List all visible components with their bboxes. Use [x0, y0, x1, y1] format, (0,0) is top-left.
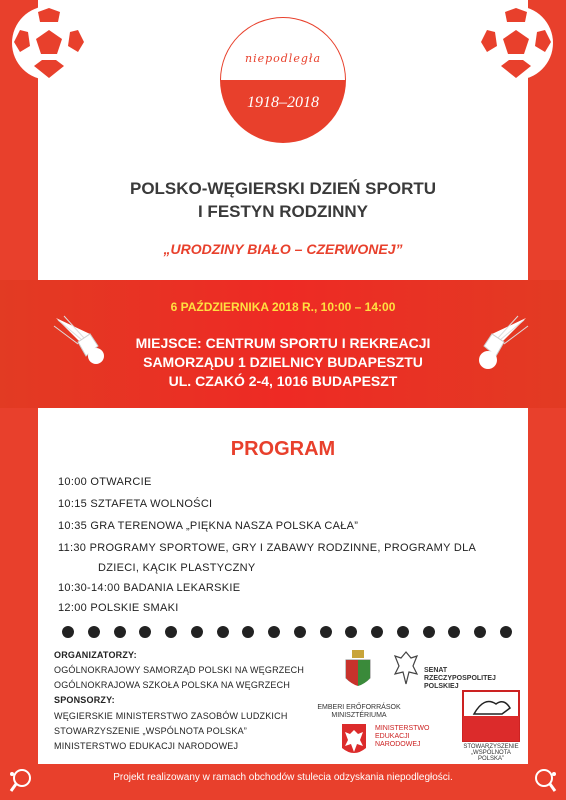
men-logo-text: MINISTERSTWO EDUKACJI NARODOWEJ: [375, 725, 430, 748]
logo-years: 1918–2018: [247, 94, 319, 111]
organizer-item: OGÓLNOKRAJOWA SZKOŁA POLSKA NA WĘGRZECH: [54, 680, 291, 690]
event-subtitle: „URODZINY BIAŁO – CZERWONEJ”: [163, 241, 403, 257]
place-line1: MIEJSCE: CENTRUM SPORTU I REKREACJI: [135, 335, 431, 351]
emberi-logo-text: EMBERI ERŐFORRÁSOK MINISZTÉRIUMA: [317, 704, 401, 719]
soccer-ball-icon: [479, 6, 553, 80]
program-title: PROGRAM: [230, 438, 336, 460]
wspolnota-polska-logo-icon: [462, 690, 520, 742]
program-item: 10:30-14:00 BADANIA LEKARSKIE: [58, 582, 241, 594]
logo-script: niepodległa: [244, 52, 321, 65]
program-item: 10:00 OTWARCIE: [58, 476, 152, 488]
hungarian-coat-of-arms-icon: [343, 650, 373, 694]
event-date: 6 PAŹDZIERNIKA 2018 R., 10:00 – 14:00: [170, 300, 396, 314]
polish-eagle-icon: [340, 722, 368, 758]
organizers-label: ORGANIZATORZY:: [54, 650, 137, 660]
place-line3: UL. CZAKÓ 2-4, 1016 BUDAPESZT: [168, 373, 398, 389]
organizer-item: OGÓLNOKRAJOWY SAMORZĄD POLSKI NA WĘGRZECH: [54, 665, 305, 675]
program-item: 12:00 POLSKIE SMAKI: [58, 602, 179, 614]
program-item: 10:35 GRA TERENOWA „PIĘKNA NASZA POLSKA CAŁA”: [58, 520, 359, 532]
program-item: DZIECI, KĄCIK PLASTYCZNY: [98, 562, 256, 574]
event-title-line1: POLSKO-WĘGIERSKI DZIEŃ SPORTU: [129, 179, 437, 198]
wspolnota-logo-text: STOWARZYSZENIE „WSPÓLNOTA POLSKA”: [463, 744, 519, 762]
program-item: 11:30 PROGRAMY SPORTOWE, GRY I ZABAWY RODZINNE, PROGRAMY DLA: [58, 542, 477, 554]
shuttlecock-icon: [476, 312, 532, 382]
program-item: 10:15 SZTAFETA WOLNOŚCI: [58, 498, 213, 510]
dot-divider: [62, 626, 512, 640]
shuttlecock-icon: [50, 312, 106, 382]
sponsor-item: WĘGIERSKIE MINISTERSTWO ZASOBÓW LUDZKICH: [54, 711, 288, 721]
soccer-ball-icon: [12, 6, 86, 80]
senat-logo-text: SENAT RZECZYPOSPOLITEJ POLSKIEJ: [424, 667, 496, 690]
place-line2: SAMORZĄDU 1 DZIELNICY BUDAPESZTU: [143, 354, 423, 370]
senat-eagle-icon: [393, 648, 419, 692]
niepodlegla-logo: [221, 18, 345, 142]
sponsors-label: SPONSORZY:: [54, 695, 115, 705]
sponsor-item: MINISTERSTWO EDUKACJI NARODOWEJ: [54, 741, 239, 751]
footer-note: Projekt realizowany w ramach obchodów stulecia odzyskania niepodległości.: [113, 772, 453, 783]
sponsor-item: STOWARZYSZENIE „WSPÓLNOTA POLSKA”: [54, 726, 247, 736]
event-title-line2: I FESTYN RODZINNY: [197, 202, 368, 221]
